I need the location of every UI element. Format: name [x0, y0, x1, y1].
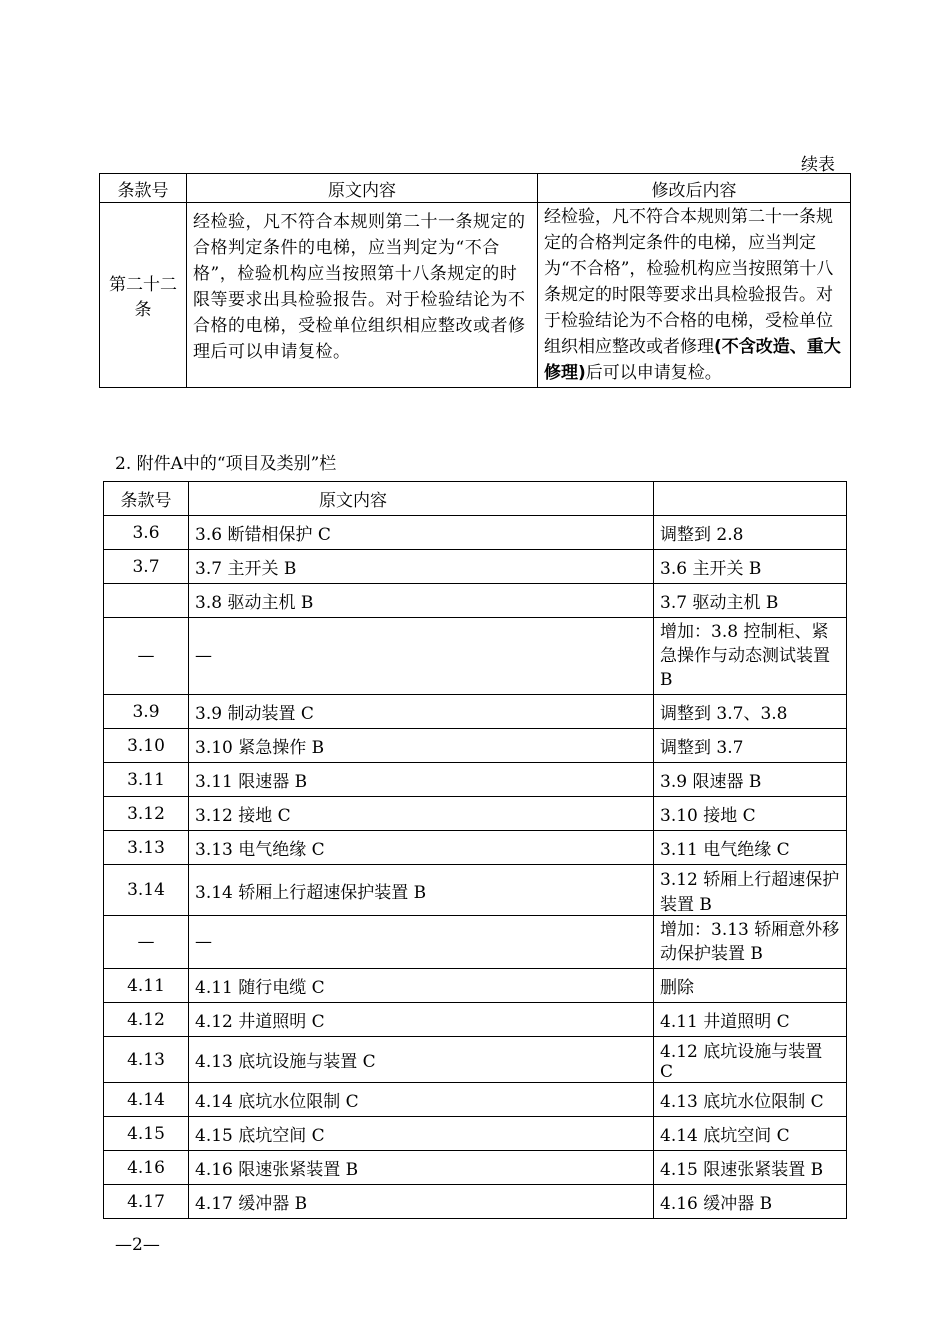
header-clause: 条款号: [104, 482, 189, 516]
clause-number: 4.13: [104, 1037, 189, 1083]
amendment-table-1: [99, 173, 851, 388]
modified-text: 4.15 限速张紧装置 B: [654, 1151, 847, 1185]
page-number: —2—: [115, 1235, 160, 1255]
modified-text: 调整到 3.7、3.8: [654, 695, 847, 729]
original-text: 3.9 制动装置 C: [189, 695, 654, 729]
table-row: [104, 516, 847, 550]
clause-number: 4.12: [104, 1003, 189, 1037]
clause-number: 3.13: [104, 831, 189, 865]
original-text: 4.17 缓冲器 B: [189, 1185, 654, 1219]
modified-text: 删除: [654, 969, 847, 1003]
clause-number: 3.14: [104, 865, 189, 916]
continued-label: 续表: [801, 155, 835, 175]
table-row: [104, 1083, 847, 1117]
header-modified: [654, 482, 847, 516]
clause-number: 第二十二条: [100, 203, 187, 388]
clause-number: 4.11: [104, 969, 189, 1003]
clause-number: —: [104, 916, 189, 969]
original-text: 3.13 电气绝缘 C: [189, 831, 654, 865]
original-text: 4.13 底坑设施与装置 C: [189, 1037, 654, 1083]
clause-number: —: [104, 618, 189, 695]
table-row: [104, 763, 847, 797]
clause-number: [104, 584, 189, 618]
header-original: 原文内容: [187, 174, 538, 203]
modified-text-part1: 经检验，凡不符合本规则第二十一条规定的合格判定条件的电梯，应当判定为“不合格”，检验机构应当按照第十八条规定的时限等要求出具检验报告。对于检验结论为不合格的电梯，受检单位组织相应整改或者修理: [544, 207, 834, 357]
modified-text-part2: 后可以申请复检。: [585, 363, 722, 383]
original-text: 经检验，凡不符合本规则第二十一条规定的合格判定条件的电梯，应当判定为“不合格”，检验机构应当按照第十八条规定的时限等要求出具检验报告。对于检验结论为不合格的电梯，受检单位组织相应整改或者修理后可以申请复检。: [187, 203, 538, 388]
original-text: —: [189, 618, 654, 695]
original-text: 3.14 轿厢上行超速保护装置 B: [189, 865, 654, 916]
clause-number: 3.9: [104, 695, 189, 729]
table-row: [104, 865, 847, 916]
modified-text-bold: (不含改造、重大修理): [544, 337, 841, 383]
table-row: [104, 1037, 847, 1083]
clause-number: 4.14: [104, 1083, 189, 1117]
clause-number: 4.15: [104, 1117, 189, 1151]
modified-text: 3.11 电气绝缘 C: [654, 831, 847, 865]
header-modified: 修改后内容: [538, 174, 851, 203]
table-header-row: [100, 174, 851, 203]
clause-number: 3.12: [104, 797, 189, 831]
modified-text: 调整到 2.8: [654, 516, 847, 550]
table-row: [104, 831, 847, 865]
table-row: [100, 203, 851, 388]
original-text: 4.12 井道照明 C: [189, 1003, 654, 1037]
original-text: 3.11 限速器 B: [189, 763, 654, 797]
modified-text: [538, 203, 851, 388]
modified-text: 3.12 轿厢上行超速保护装置 B: [654, 865, 847, 916]
modified-text: 3.6 主开关 B: [654, 550, 847, 584]
modified-text: 增加：3.8 控制柜、紧急操作与动态测试装置 B: [654, 618, 847, 695]
modified-text: 调整到 3.7: [654, 729, 847, 763]
table-row: [104, 1151, 847, 1185]
header-clause: 条款号: [100, 174, 187, 203]
table-row: [104, 618, 847, 695]
modified-text: 4.16 缓冲器 B: [654, 1185, 847, 1219]
modified-text: 3.7 驱动主机 B: [654, 584, 847, 618]
clause-number: 3.6: [104, 516, 189, 550]
original-text: 4.11 随行电缆 C: [189, 969, 654, 1003]
table-row: [104, 550, 847, 584]
clause-number: 3.10: [104, 729, 189, 763]
original-text: 3.7 主开关 B: [189, 550, 654, 584]
header-original: 原文内容: [189, 482, 654, 516]
table-row: [104, 916, 847, 969]
modified-text: 4.14 底坑空间 C: [654, 1117, 847, 1151]
clause-number: 3.11: [104, 763, 189, 797]
clause-number: 4.17: [104, 1185, 189, 1219]
original-text: 4.16 限速张紧装置 B: [189, 1151, 654, 1185]
modified-text: 4.12 底坑设施与装置 C: [654, 1037, 847, 1083]
modified-text: 4.11 井道照明 C: [654, 1003, 847, 1037]
amendment-table-2: [103, 481, 847, 1219]
table-header-row: [104, 482, 847, 516]
original-text: 3.6 断错相保护 C: [189, 516, 654, 550]
modified-text: 3.10 接地 C: [654, 797, 847, 831]
clause-number: 4.16: [104, 1151, 189, 1185]
table-row: [104, 1003, 847, 1037]
table-row: [104, 695, 847, 729]
table-row: [104, 729, 847, 763]
modified-text: 增加：3.13 轿厢意外移动保护装置 B: [654, 916, 847, 969]
modified-text: 4.13 底坑水位限制 C: [654, 1083, 847, 1117]
original-text: 4.14 底坑水位限制 C: [189, 1083, 654, 1117]
original-text: —: [189, 916, 654, 969]
table-body: [104, 516, 847, 1219]
clause-number: 3.7: [104, 550, 189, 584]
original-text: 3.8 驱动主机 B: [189, 584, 654, 618]
table-row: [104, 797, 847, 831]
modified-text: 3.9 限速器 B: [654, 763, 847, 797]
original-text: 4.15 底坑空间 C: [189, 1117, 654, 1151]
table-row: [104, 584, 847, 618]
original-text: 3.12 接地 C: [189, 797, 654, 831]
table-row: [104, 1117, 847, 1151]
section-title: 2. 附件A中的“项目及类别”栏: [115, 454, 337, 474]
original-text: 3.10 紧急操作 B: [189, 729, 654, 763]
table-row: [104, 1185, 847, 1219]
table-row: [104, 969, 847, 1003]
